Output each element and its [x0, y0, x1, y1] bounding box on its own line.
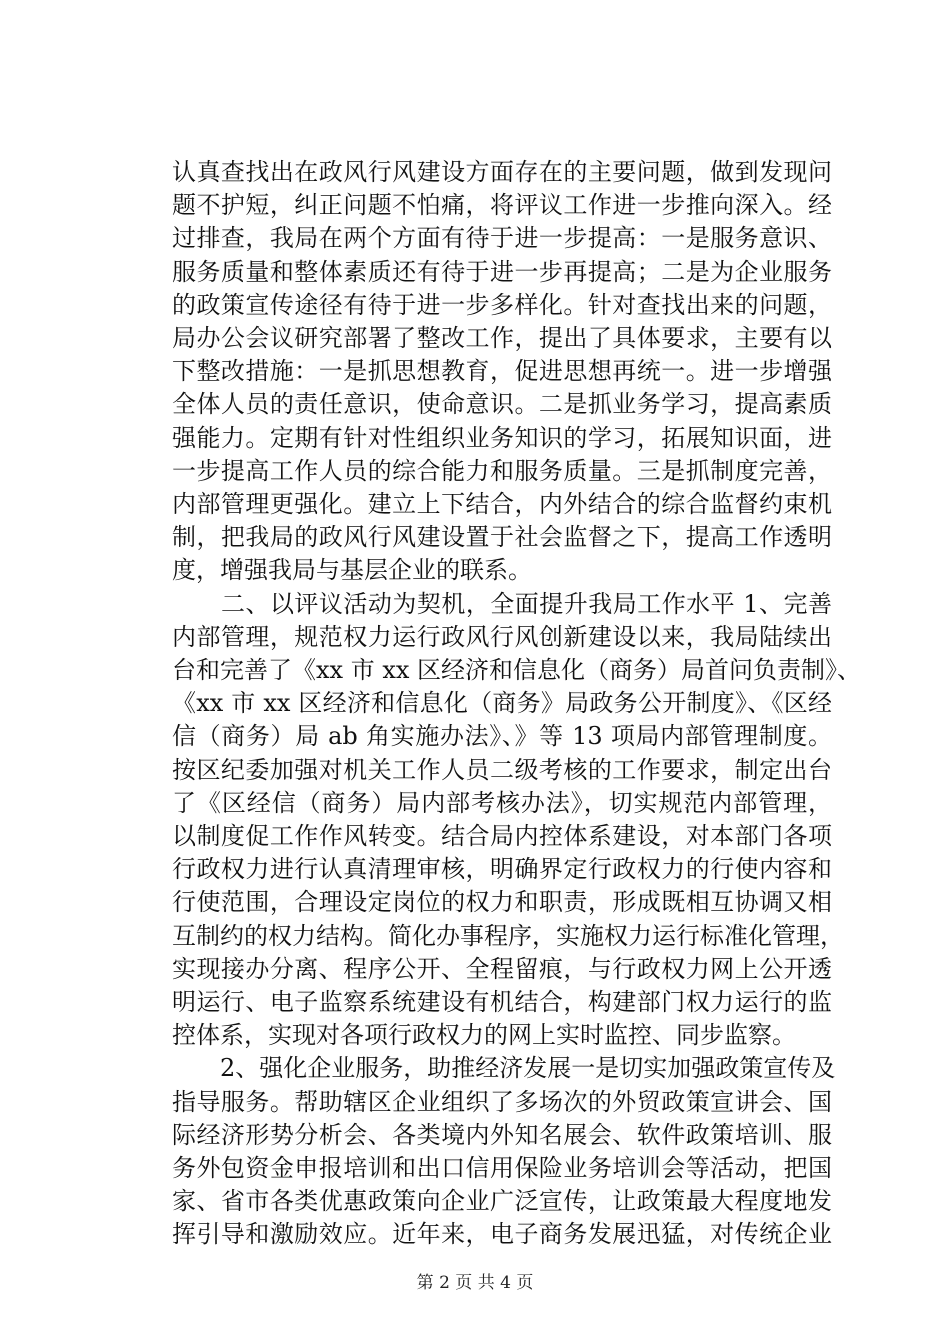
- text-line: 服务质量和整体素质还有待于进一步再提高；二是为企业服务: [172, 257, 832, 286]
- text-line: 实现接办分离、程序公开、全程留痕，与行政权力网上公开透: [172, 954, 832, 983]
- text-line: 二、以评议活动为契机，全面提升我局工作水平 1、完善: [172, 589, 832, 618]
- text-line: 全体人员的责任意识，使命意识。二是抓业务学习，提高素质: [172, 390, 832, 419]
- text-line: 下整改措施：一是抓思想教育，促进思想再统一。进一步增强: [172, 357, 832, 386]
- text-line: 强能力。定期有针对性组织业务知识的学习，拓展知识面，进: [172, 423, 832, 452]
- text-line: 认真查找出在政风行风建设方面存在的主要问题，做到发现问: [172, 158, 832, 186]
- text-line: 行政权力进行认真清理审核，明确界定行政权力的行使内容和: [172, 855, 832, 884]
- text-line: 制，把我局的政风行风建设置于社会监督之下，提高工作透明: [172, 523, 832, 552]
- text-line: 《xx 市 xx 区经济和信息化（商务》局政务公开制度》、《区经: [172, 689, 832, 718]
- text-line: 际经济形势分析会、各类境内外知名展会、软件政策培训、服: [172, 1120, 832, 1149]
- text-line: 家、省市各类优惠政策向企业广泛宣传，让政策最大程度地发: [172, 1187, 832, 1216]
- text-line: 了《区经信（商务）局内部考核办法》，切实规范内部管理，: [172, 788, 832, 817]
- text-line: 的政策宣传途径有待于进一步多样化。针对查找出来的问题，: [172, 290, 832, 319]
- page-footer: 第 2 页 共 4 页: [416, 1273, 534, 1293]
- text-line: 一步提高工作人员的综合能力和服务质量。三是抓制度完善，: [172, 456, 832, 485]
- text-line: 按区纪委加强对机关工作人员二级考核的工作要求，制定出台: [172, 755, 832, 784]
- text-line: 互制约的权力结构。简化办事程序，实施权力运行标准化管理，: [172, 921, 844, 950]
- text-line: 信（商务）局 ab 角实施办法》、》等 13 项局内部管理制度。: [172, 722, 832, 751]
- text-line: 度，增强我局与基层企业的联系。: [172, 556, 532, 585]
- text-line: 务外包资金申报培训和出口信用保险业务培训会等活动，把国: [172, 1154, 832, 1182]
- text-line: 题不护短，纠正问题不怕痛，将评议工作进一步推向深入。经: [172, 191, 832, 220]
- text-line: 以制度促工作作风转变。结合局内控体系建设，对本部门各项: [172, 822, 832, 850]
- text-line: 明运行、电子监察系统建设有机结合，构建部门权力运行的监: [172, 988, 832, 1016]
- text-line: 内部管理，规范权力运行政风行风创新建设以来，我局陆续出: [172, 622, 832, 651]
- text-line: 过排查，我局在两个方面有待于进一步提高：一是服务意识、: [172, 224, 832, 253]
- text-line: 2、强化企业服务，助推经济发展一是切实加强政策宣传及: [172, 1054, 836, 1083]
- text-line: 台和完善了《xx 市 xx 区经济和信息化（商务）局首问负责制》、: [172, 656, 862, 684]
- text-line: 指导服务。帮助辖区企业组织了多场次的外贸政策宣讲会、国: [172, 1087, 832, 1116]
- text-line: 行使范围，合理设定岗位的权力和职责，形成既相互协调又相: [172, 888, 832, 917]
- text-line: 内部管理更强化。建立上下结合，内外结合的综合监督约束机: [172, 490, 832, 518]
- text-line: 挥引导和激励效应。近年来，电子商务发展迅猛，对传统企业: [172, 1220, 832, 1249]
- text-line: 局办公会议研究部署了整改工作，提出了具体要求，主要有以: [172, 324, 832, 352]
- text-line: 控体系，实现对各项行政权力的网上实时监控、同步监察。: [172, 1021, 796, 1050]
